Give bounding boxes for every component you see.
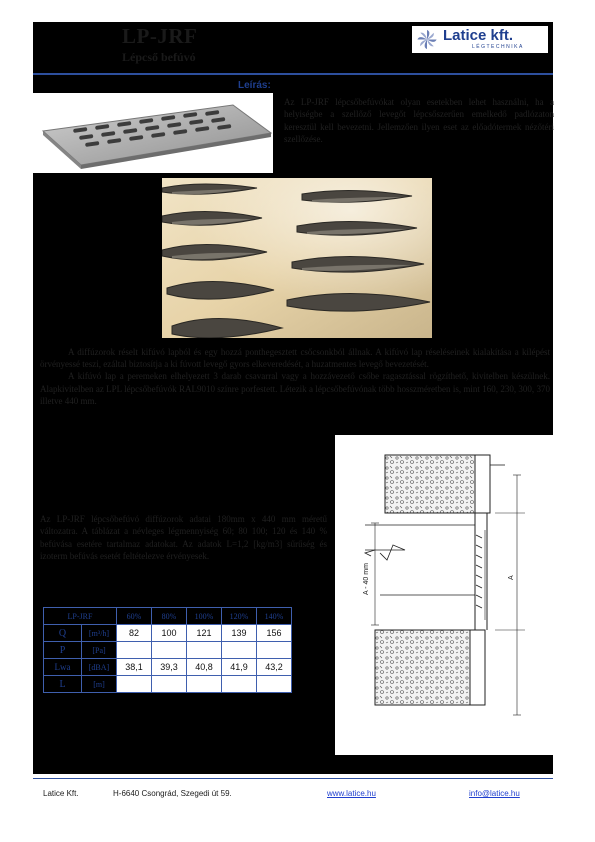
table-cell: 139 bbox=[222, 625, 257, 642]
header-rule bbox=[33, 73, 553, 75]
table-cell: 82 bbox=[117, 625, 152, 642]
description-paragraph-2: A kifúvó lap a peremeken elhelyezett 3 darab csavarral vagy a hozzávezető csőbe ragasztással rögzíthető, kivitelben készülnek. Alapkivitelben az LPL lépcsőbefúvók RAL9010 színre porfestett. Létezik a lépcsőbefúvónak több hosszméretben is, mint 160, 230, 300, 370 illetve 440 mm. bbox=[40, 371, 550, 406]
page-title: LP-JRF bbox=[122, 24, 198, 48]
row-label: Lwa bbox=[44, 659, 82, 675]
table-row-label-cell bbox=[44, 659, 117, 676]
page-subtitle: Lépcső befúvó bbox=[122, 50, 196, 64]
table-cell bbox=[222, 642, 257, 659]
logo-tagline: LÉGTECHNIKA bbox=[472, 44, 524, 50]
description-paragraph-1: A diffúzorok réselt kifúvó lapból és egy hozzá ponthegesztett csőcsonkból állnak. A kifúvó lap réseléseinek kialakítása a kilépést örvényessé teszi, ezáltal biztosítja a ki fúvott levegő gyors elkeveredését, a huzatmentes levegő bevezetését. bbox=[40, 347, 550, 370]
dimension-label: A - 40 mm bbox=[363, 563, 370, 595]
footer-website-link[interactable]: www.latice.hu bbox=[327, 789, 376, 798]
footer-email-link[interactable]: info@latice.hu bbox=[469, 789, 520, 798]
table-cell bbox=[117, 676, 152, 693]
fan-icon bbox=[415, 28, 439, 51]
closeup-photo bbox=[162, 178, 432, 338]
logo-name: Latice kft. bbox=[443, 27, 514, 44]
table-cell: 43,2 bbox=[257, 659, 292, 676]
footer-address: H-6640 Csongrád, Szegedi út 59. bbox=[113, 789, 232, 798]
table-row-label-cell bbox=[44, 642, 117, 659]
table-header-row bbox=[44, 608, 292, 625]
table-cell bbox=[257, 642, 292, 659]
table-cell: 156 bbox=[257, 625, 292, 642]
row-unit: [m³/h] bbox=[82, 625, 117, 641]
table-cell bbox=[117, 642, 152, 659]
table-cell bbox=[187, 642, 222, 659]
table-row-label-cell bbox=[44, 676, 117, 693]
row-label: Q bbox=[44, 625, 82, 641]
table-header-cell: LP-JRF bbox=[44, 608, 117, 625]
table-cell: 38,1 bbox=[117, 659, 152, 676]
table-header-cell: 60% bbox=[117, 608, 152, 625]
table-row bbox=[44, 676, 292, 693]
product-photo bbox=[33, 93, 273, 173]
table-cell bbox=[152, 676, 187, 693]
table-header-cell: 80% bbox=[152, 608, 187, 625]
footer-company: Latice Kft. bbox=[43, 789, 79, 798]
intro-text: Az LP-JRF lépcsőbefúvókat olyan esetekben lehet használni, ha a helyiségbe a szellőző levegőt lépcsőszerűen emelkedő padlózaton keresztül kell bevezetni. Jellemzően ilyen eset az előadótermek nézőtéri szellőzése. bbox=[284, 97, 554, 144]
row-unit: [m] bbox=[82, 676, 117, 692]
table-row bbox=[44, 642, 292, 659]
row-unit: [Pa] bbox=[82, 642, 117, 658]
table-header-cell: 100% bbox=[187, 608, 222, 625]
footer-rule bbox=[33, 778, 553, 779]
table-cell bbox=[187, 676, 222, 693]
table-cell: 100 bbox=[152, 625, 187, 642]
table-header-cell: 140% bbox=[257, 608, 292, 625]
section-label: Leírás: bbox=[238, 80, 271, 91]
installation-diagram bbox=[335, 435, 553, 755]
row-unit: [dBA] bbox=[82, 659, 117, 675]
table-intro-text: Az LP-JRF lépcsőbefúvó diffúzorok adatai 180mm x 440 mm méretű változatra. A táblázat a névleges légmennyiség 60; 80 100; 120 és 140 % befúvása esetére tartalmaz adatokat. Az adatok L=1,2 [kg/m3] sűrűség és izoterm befúvás esetét feltételezve érvényesek. bbox=[40, 514, 327, 561]
table-cell: 39,3 bbox=[152, 659, 187, 676]
table-cell bbox=[257, 676, 292, 693]
table-row bbox=[44, 659, 292, 676]
dimension-a-label: A bbox=[508, 575, 515, 580]
table-cell: 40,8 bbox=[187, 659, 222, 676]
description-body bbox=[40, 346, 550, 407]
table-row bbox=[44, 625, 292, 642]
row-label: P bbox=[44, 642, 82, 658]
table-cell: 41,9 bbox=[222, 659, 257, 676]
company-logo bbox=[412, 26, 548, 53]
table-header-cell: 120% bbox=[222, 608, 257, 625]
table-row-label-cell bbox=[44, 625, 117, 642]
row-label: L bbox=[44, 676, 82, 692]
table-cell bbox=[222, 676, 257, 693]
table-cell bbox=[152, 642, 187, 659]
performance-table bbox=[43, 607, 292, 693]
table-cell: 121 bbox=[187, 625, 222, 642]
